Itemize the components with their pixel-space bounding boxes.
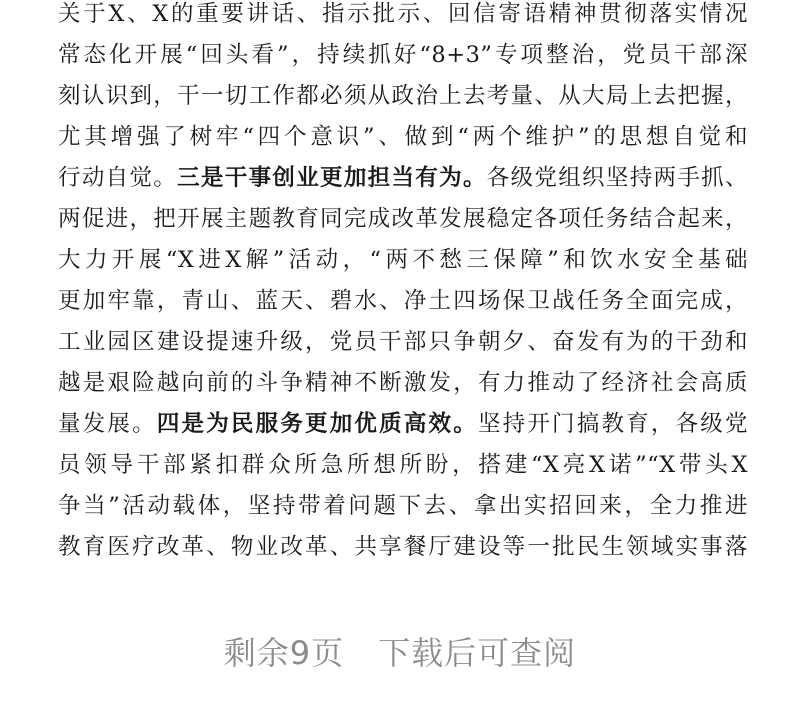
section-heading-4: 四是为民服务更加优质高效。 bbox=[156, 411, 478, 437]
section-heading-3: 三是干事创业更加担当有为。 bbox=[177, 165, 487, 191]
download-to-view-button[interactable] bbox=[0, 628, 800, 678]
text-run: 行动自觉。 bbox=[58, 165, 178, 191]
text-line bbox=[58, 409, 748, 450]
text-line: 越是艰险越向前的斗争精神不断激发，有力推动了经济社会高质 bbox=[58, 370, 748, 396]
text-run: 坚持开门搞教育，各级党 bbox=[477, 411, 748, 437]
text-line: 关于X、X的重要讲话、指示批示、回信寄语精神贯彻落实情况 bbox=[58, 1, 748, 27]
document-body bbox=[58, 0, 748, 573]
text-run: 各级党组织坚持两手抓、 bbox=[486, 165, 748, 191]
remaining-pages-label: 剩余9页 bbox=[223, 634, 345, 672]
download-to-view-label: 下载后可查阅 bbox=[378, 634, 577, 672]
text-line: 常态化开展“回头看”，持续抓好“8+3”专项整治，党员干部深 bbox=[58, 42, 748, 68]
text-line: 员领导干部紧扣群众所急所想所盼，搭建“X亮X诺”“X带头X bbox=[58, 452, 748, 478]
text-line: 争当”活动载体，坚持带着问题下去、拿出实招回来，全力推进 bbox=[58, 493, 748, 519]
text-line: 大力开展“X进X解”活动，“两不愁三保障”和饮水安全基础 bbox=[58, 247, 748, 273]
text-line: 刻认识到，干一切工作都必须从政治上去考量、从大局上去把握， bbox=[58, 83, 748, 109]
text-run: 量发展。 bbox=[58, 411, 157, 437]
text-line bbox=[58, 163, 748, 204]
text-line: 工业园区建设提速升级，党员干部只争朝夕、奋发有为的干劲和 bbox=[58, 329, 748, 355]
text-line: 两促进，把开展主题教育同完成改革发展稳定各项任务结合起来， bbox=[58, 206, 748, 232]
text-line: 尤其增强了树牢“四个意识”、做到“两个维护”的思想自觉和 bbox=[58, 124, 748, 150]
text-line: 更加牢靠，青山、蓝天、碧水、净土四场保卫战任务全面完成， bbox=[58, 288, 748, 314]
text-line: 教育医疗改革、物业改革、共享餐厅建设等一批民生领域实事落 bbox=[58, 534, 748, 560]
